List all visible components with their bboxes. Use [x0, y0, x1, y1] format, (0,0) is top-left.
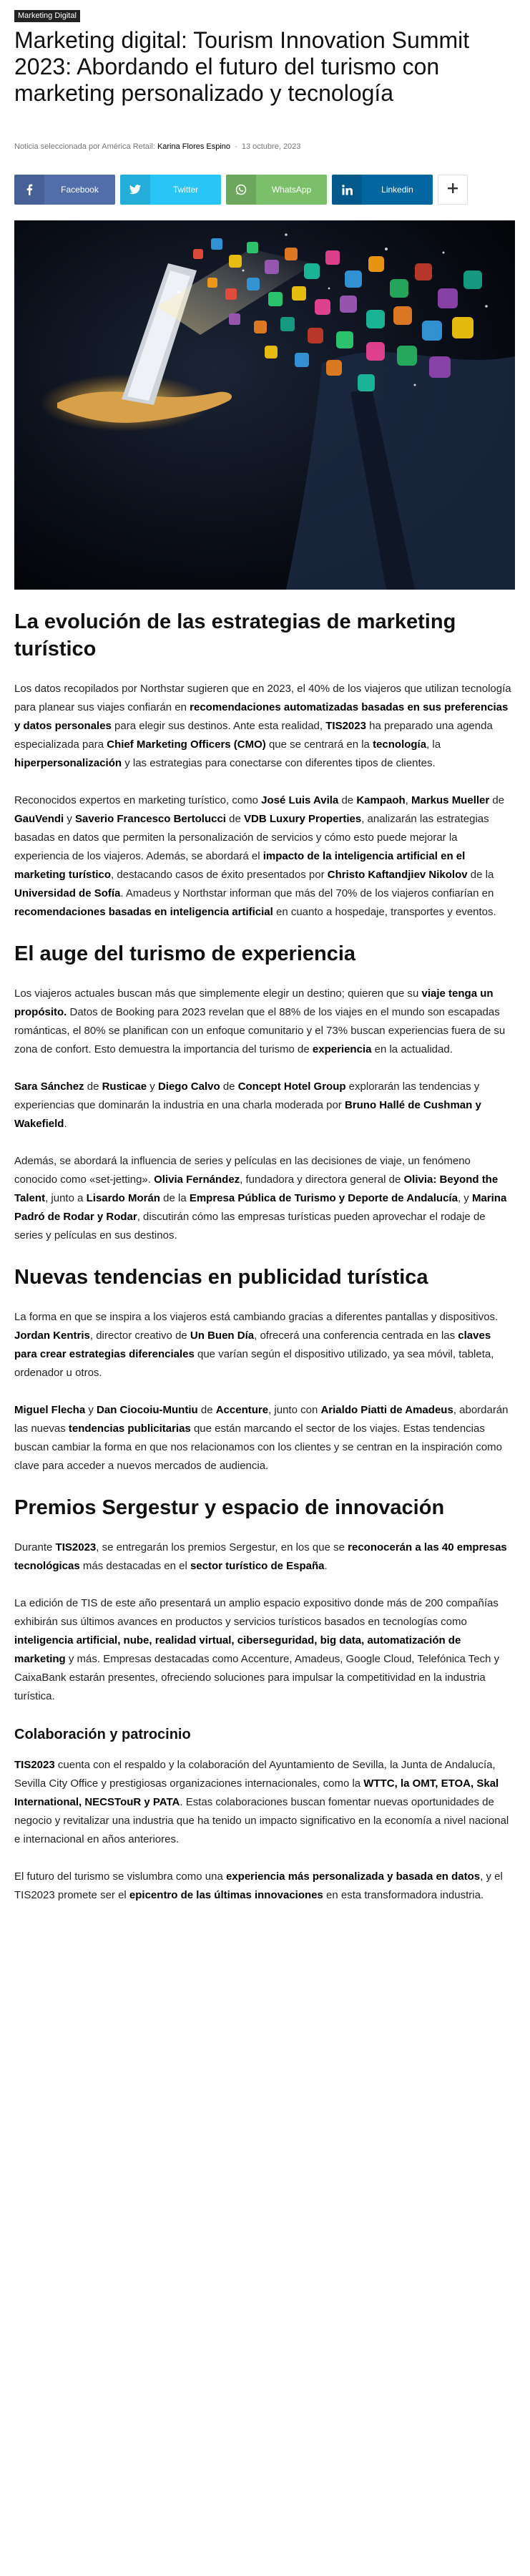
share-whatsapp-button[interactable]: [226, 175, 327, 205]
emphasis: Marina Padró de Rodar y Rodar: [14, 1192, 507, 1223]
emphasis: Arialdo Piatti de Amadeus: [320, 1404, 453, 1416]
emphasis: Rusticae: [102, 1080, 147, 1093]
share-twitter-button[interactable]: [120, 175, 221, 205]
section-heading: La evolución de las estrategias de marketing turístico: [14, 610, 456, 660]
emphasis: Olivia Fernández: [154, 1174, 240, 1186]
emphasis: TIS2023: [55, 1541, 97, 1553]
emphasis: WTTC, la OMT, ETOA, Skal International, NECSTouR y PATA: [14, 1777, 499, 1808]
emphasis: Chief Marketing Officers (CMO): [107, 738, 266, 751]
share-more-button[interactable]: [438, 175, 468, 205]
author-link[interactable]: Karina Flores Espino: [157, 142, 231, 151]
paragraph: Los viajeros actuales buscan más que simplemente elegir un destino; quieren que su viaje tenga un propósito. Datos de Booking para 2023 revelan que el 88% de los viajes en el mundo son escapadas románticas, el 80% se planifican con un enfoque comunitario y el 73% buscan experiencias fuera de su zona de confort. Esto demuestra la importancia del turismo de experiencia en la actualidad.: [14, 987, 506, 1055]
whatsapp-icon: [226, 175, 256, 205]
emphasis: Jordan Kentris: [14, 1330, 90, 1342]
emphasis: recomendaciones basadas en inteligencia artificial: [14, 906, 273, 918]
emphasis: Christo Kaftandjiev Nikolov: [327, 869, 468, 881]
paragraph: Los datos recopilados por Northstar sugieren que en 2023, el 40% de los viajeros que utilizan tecnología para planear sus viajes confiarán en recomendaciones automatizadas basadas en sus preferencias y datos personales para elegir sus destinos. Ante esta realidad, TIS2023 ha preparado una agenda especializada para Chief Marketing Officers (CMO) que se centrará en la tecnología, la hiperpersonalización y las estrategias para conectarse con diferentes tipos de clientes.: [14, 683, 511, 769]
paragraph: Además, se abordará la influencia de series y películas en las decisiones de viaje, un fenómeno conocido como «set-jetting». Olivia Fernández, fundadora y directora general de Olivia: Beyond the Talent, junto a Lisardo Morán de la Empresa Pública de Turismo y Deporte de Andalucía, y Marina Padró de Rodar y Rodar, discutirán cómo las empresas turísticas pueden aprovechar el rodaje de series y películas en sus destinos.: [14, 1155, 507, 1241]
emphasis: Miguel Flecha: [14, 1404, 86, 1416]
emphasis: Sara Sánchez: [14, 1080, 84, 1093]
share-bar: [14, 175, 468, 205]
emphasis: Saverio Francesco Bertolucci: [75, 813, 226, 825]
emphasis: tecnología: [373, 738, 427, 751]
hero-illustration: [14, 220, 515, 590]
article-title: Marketing digital: Tourism Innovation Summit 2023: Abordando el futuro del turismo con marketing personalizado y tecnología: [14, 27, 470, 106]
hero-image: [14, 220, 515, 590]
paragraph: Sara Sánchez de Rusticae y Diego Calvo de Concept Hotel Group explorarán las tendencias y experiencias que dominarán la industria en una charla moderada por Bruno Hallé de Cushman y Wakefield.: [14, 1080, 481, 1130]
linkedin-icon: [332, 175, 362, 205]
emphasis: impacto de la inteligencia artificial en el marketing turístico: [14, 850, 466, 881]
emphasis: viaje tenga un propósito.: [14, 987, 494, 1018]
share-facebook-label: Facebook: [61, 185, 99, 195]
share-linkedin-button[interactable]: [332, 175, 433, 205]
paragraph: La forma en que se inspira a los viajeros está cambiando gracias a diferentes pantallas y dispositivos. Jordan Kentris, director creativo de Un Buen Día, ofrecerá una conferencia centrada en las claves para crear estrategias diferenciales que varían según el dispositivo utilizado, ya sea móvil, tableta, ordenador u otros.: [14, 1311, 499, 1379]
emphasis: reconocerán a las 40 empresas tecnológicas: [14, 1541, 507, 1572]
emphasis: inteligencia artificial, nube, realidad virtual, ciberseguridad, big data, automatización de marketing: [14, 1634, 461, 1665]
emphasis: claves para crear estrategias diferenciales: [14, 1330, 491, 1360]
emphasis: experiencia más personalizada y basada en datos: [225, 1870, 481, 1883]
emphasis: Universidad de Sofía: [14, 887, 121, 899]
emphasis: experiencia: [312, 1043, 372, 1055]
emphasis: GauVendi: [14, 813, 64, 825]
emphasis: Diego Calvo: [157, 1080, 220, 1093]
section-heading: Nuevas tendencias en publicidad turística: [14, 1266, 428, 1289]
emphasis: TIS2023: [325, 720, 366, 732]
emphasis: recomendaciones automatizadas basadas en sus preferencias y datos personales: [14, 701, 509, 732]
emphasis: sector turístico de España: [190, 1560, 325, 1572]
share-linkedin-label: Linkedin: [381, 185, 413, 195]
emphasis: José Luis Avila: [261, 794, 339, 806]
article-meta: [14, 142, 300, 151]
subsection-heading: Colaboración y patrocinio: [14, 1727, 191, 1742]
share-twitter-label: Twitter: [172, 185, 199, 195]
article-body: [14, 608, 515, 1923]
emphasis: Olivia: Beyond the Talent: [14, 1174, 499, 1204]
emphasis: Lisardo Morán: [86, 1192, 160, 1204]
publish-date: 13 octubre, 2023: [241, 142, 301, 151]
emphasis: TIS2023: [14, 1759, 55, 1771]
category-tag[interactable]: Marketing Digital: [14, 10, 80, 22]
emphasis: Empresa Pública de Turismo y Deporte de Andalucía: [189, 1192, 458, 1204]
emphasis: Un Buen Día: [190, 1330, 255, 1342]
meta-separator: -: [235, 142, 237, 151]
emphasis: VDB Luxury Properties: [244, 813, 362, 825]
section-heading: Premios Sergestur y espacio de innovación: [14, 1496, 445, 1519]
emphasis: Accenture: [215, 1404, 269, 1416]
emphasis: Kampaoh: [356, 794, 406, 806]
paragraph: La edición de TIS de este año presentará un amplio espacio expositivo donde más de 200 compañías exhibirán sus últimos avances en productos y servicios turísticos basados en tecnologías como inteligencia artificial, nube, realidad virtual, ciberseguridad, big data, automatización de marketing y más. Empresas destacadas como Accenture, Amadeus, Google Cloud, Telefónica Tech y CaixaBank estarán presentes, ofreciendo soluciones para impulsar la competitividad en la industria turística.: [14, 1597, 500, 1702]
emphasis: Concept Hotel Group: [237, 1080, 346, 1093]
paragraph: Durante TIS2023, se entregarán los premios Sergestur, en los que se reconocerán a las 40 empresas tecnológicas más destacadas en el sector turístico de España.: [14, 1541, 507, 1572]
meta-prefix: Noticia seleccionada por América Retail:: [14, 142, 155, 151]
emphasis: Markus Mueller: [411, 794, 490, 806]
plus-icon: [447, 182, 458, 197]
paragraph: TIS2023 cuenta con el respaldo y la colaboración del Ayuntamiento de Sevilla, la Junta de Andalucía, Sevilla City Office y prestigiosas organizaciones internacionales, como la WTTC, la OMT, ETOA, Skal International, NECSTouR y PATA. Estas colaboraciones buscan fomentar nuevas oportunidades de negocio y revitalizar una industria que ha tenido un impacto significativo en la economía a nivel nacional e internacional en años anteriores.: [14, 1759, 509, 1845]
emphasis: hiperpersonalización: [14, 757, 122, 769]
emphasis: tendencias publicitarias: [68, 1423, 191, 1435]
emphasis: Dan Ciocoiu-Muntiu: [97, 1404, 198, 1416]
paragraph: Miguel Flecha y Dan Ciocoiu-Muntiu de Accenture, junto con Arialdo Piatti de Amadeus, abordarán las nuevas tendencias publicitarias que están marcando el sector de los viajes. Estas tendencias buscan cambiar la forma en que nos relacionamos con los clientes y se centran en la inspiración como clave para acceder a nuevos mercados de audiencia.: [14, 1404, 509, 1472]
paragraph: Reconocidos expertos en marketing turístico, como José Luis Avila de Kampaoh, Markus Mueller de GauVendi y Saverio Francesco Bertolucci de VDB Luxury Properties, analizarán las estrategias basadas en datos que permiten la personalización de servicios y cómo esto puede mejorar la experiencia de los viajeros. Además, se abordará el impacto de la inteligencia artificial en el marketing turístico, destacando casos de éxito presentados por Christo Kaftandjiev Nikolov de la Universidad de Sofía. Amadeus y Northstar informan que más del 70% de los viajeros confiarían en recomendaciones basadas en inteligencia artificial en cuanto a hospedaje, transportes y eventos.: [14, 794, 505, 918]
share-whatsapp-label: WhatsApp: [271, 185, 312, 195]
facebook-icon: [14, 175, 44, 205]
share-facebook-button[interactable]: [14, 175, 115, 205]
section-heading: El auge del turismo de experiencia: [14, 942, 356, 965]
twitter-icon: [120, 175, 150, 205]
emphasis: epicentro de las últimas innovaciones: [129, 1889, 323, 1901]
emphasis: Bruno Hallé de Cushman y Wakefield: [14, 1099, 481, 1130]
paragraph: El futuro del turismo se vislumbra como una experiencia más personalizada y basada en datos, y el TIS2023 promete ser el epicentro de las últimas innovaciones en esta transformadora industria.: [14, 1870, 503, 1901]
